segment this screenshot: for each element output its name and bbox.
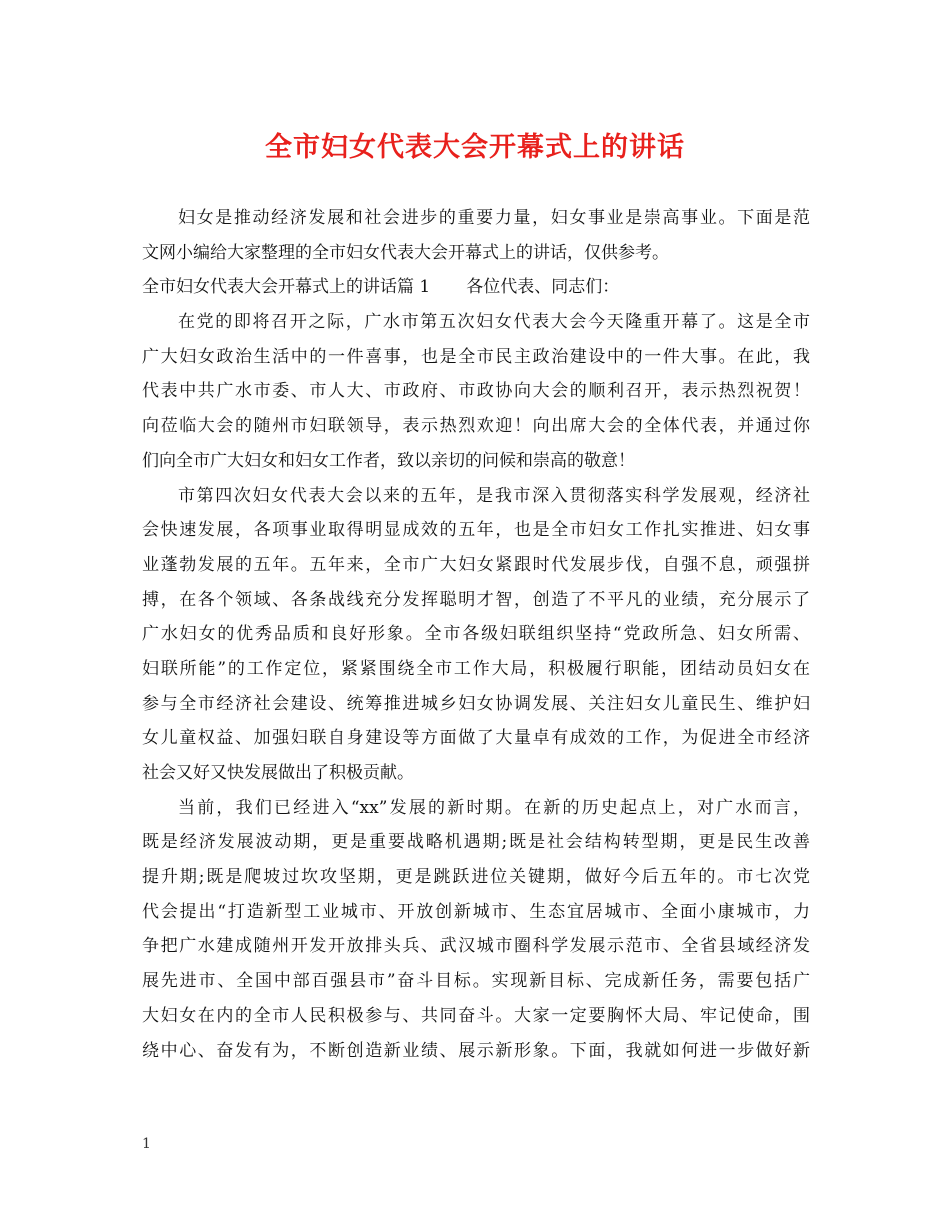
paragraph-line: 在党的即将召开之际，广水市第五次妇女代表大会今天隆重开幕了。这是全市 (178, 312, 810, 333)
paragraph-line: 业蓬勃发展的五年。五年来，全市广大妇女紧跟时代发展步伐，自强不息，顽强拼 (142, 554, 810, 575)
section-heading: 全市妇女代表大会开幕式上的讲话篇 1 (142, 277, 431, 298)
section-heading-line (142, 270, 810, 305)
paragraph-line: 既是经济发展波动期，更是重要战略机遇期;既是社会结构转型期，更是民生改善 (142, 832, 810, 853)
intro-line: 妇女是推动经济发展和社会进步的重要力量，妇女事业是崇高事业。下面是范 (178, 208, 810, 228)
page-number: 1 (142, 1136, 151, 1152)
intro-line: 文网小编给大家整理的全市妇女代表大会开幕式上的讲话，仅供参考。 (142, 242, 669, 263)
paragraph-line: 搏，在各个领域、各条战线充分发挥聪明才智，创造了不平凡的业绩，充分展示了 (142, 589, 810, 610)
document-title: 全市妇女代表大会开幕式上的讲话 (265, 132, 685, 163)
paragraph-line: 绕中心、奋发有为，不断创造新业绩、展示新形象。下面，我就如何进一步做好新 (142, 1040, 810, 1061)
paragraph-line: 广水妇女的优秀品质和良好形象。全市各级妇联组织坚持“党政所急、妇女所需、 (142, 624, 810, 645)
paragraph-line: 参与全市经济社会建设、统筹推进城乡妇女协调发展、关注妇女儿童民生、维护妇 (142, 693, 810, 714)
paragraph-line: 们向全市广大妇女和妇女工作者，致以亲切的问候和崇高的敬意！ (142, 450, 635, 471)
paragraph-line: 提升期;既是爬坡过坎攻坚期，更是跳跃进位关键期，做好今后五年的。市七次党 (142, 867, 810, 888)
paragraph-line: 代表中共广水市委、市人大、市政府、市政协向大会的顺利召开，表示热烈祝贺！ (142, 381, 810, 402)
paragraph-line: 女儿童权益、加强妇联自身建设等方面做了大量卓有成效的工作，为促进全市经济 (142, 728, 810, 749)
paragraph-line: 争把广水建成随州开发开放排头兵、武汉城市圈科学发展示范市、全省县域经济发 (142, 936, 810, 957)
paragraph-line: 向莅临大会的随州市妇联领导，表示热烈欢迎！向出席大会的全体代表，并通过你 (142, 416, 810, 437)
document-body (142, 201, 810, 1068)
paragraph-line: 当前，我们已经进入“xx”发展的新时期。在新的历史起点上，对广水而言， (178, 797, 810, 818)
paragraph-line: 社会又好又快发展做出了积极贡献。 (142, 763, 414, 783)
paragraph-line: 市第四次妇女代表大会以来的五年，是我市深入贯彻落实科学发展观，经济社 (178, 485, 810, 506)
paragraph-line: 大妇女在内的全市人民积极参与、共同奋斗。大家一定要胸怀大局、牢记使命，围 (142, 1005, 810, 1026)
salutation: 各位代表、同志们： (466, 277, 620, 298)
paragraph-line: 代会提出“打造新型工业城市、开放创新城市、生态宜居城市、全面小康城市，力 (142, 901, 810, 922)
paragraph-line: 广大妇女政治生活中的一件喜事，也是全市民主政治建设中的一件大事。在此，我 (142, 346, 810, 367)
paragraph-line: 会快速发展，各项事业取得明显成效的五年，也是全市妇女工作扎实推进、妇女事 (142, 520, 810, 541)
paragraph-line: 展先进市、全国中部百强县市”奋斗目标。实现新目标、完成新任务，需要包括广 (142, 971, 810, 992)
paragraph-line: 妇联所能”的工作定位，紧紧围绕全市工作大局，积极履行职能，团结动员妇女在 (142, 658, 810, 679)
